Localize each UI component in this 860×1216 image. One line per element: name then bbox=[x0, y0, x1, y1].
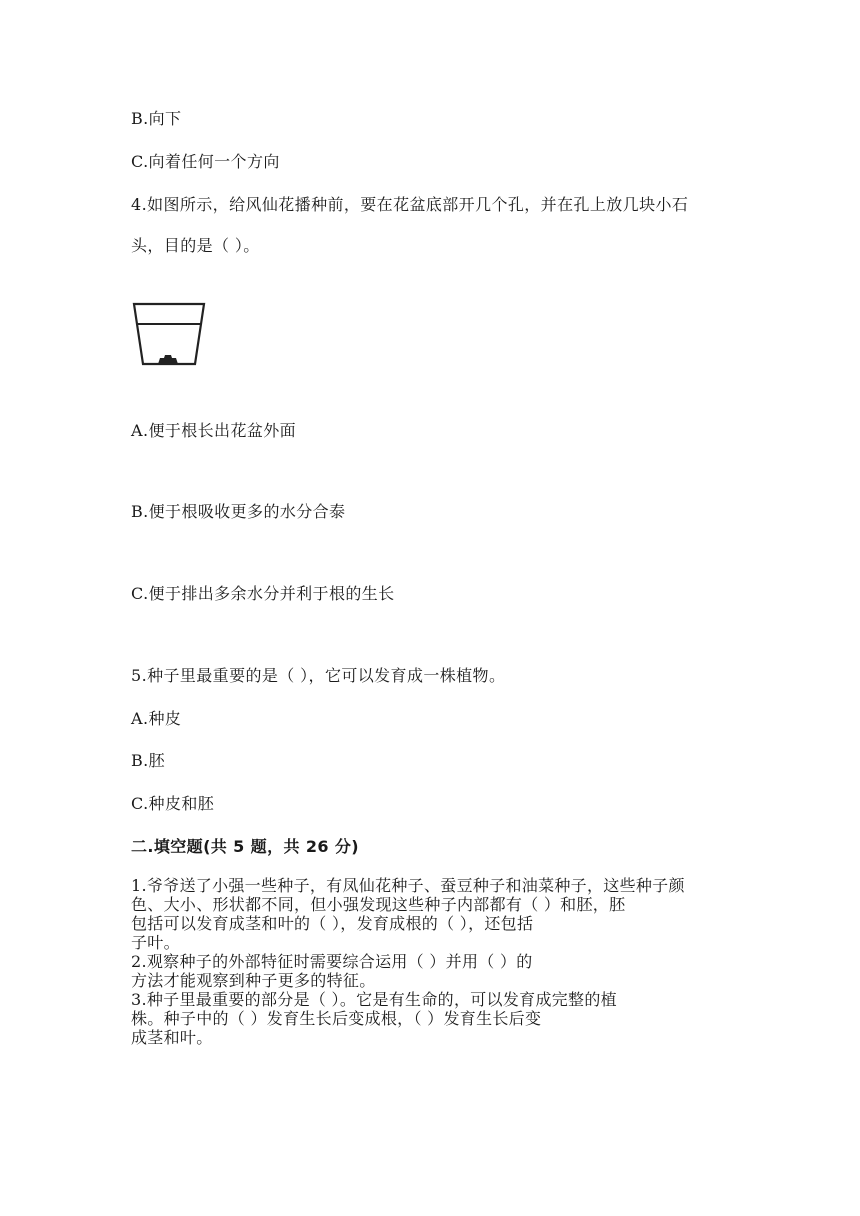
question-5-option-a: A.种皮 bbox=[131, 709, 182, 728]
fill-q3-line-3: 成茎和叶。 bbox=[131, 1028, 213, 1047]
fill-q3-line-1: 3.种子里最重要的部分是（ ）。它是有生命的，可以发育成完整的植 bbox=[131, 990, 617, 1009]
question-4-option-a: A.便于根长出花盆外面 bbox=[131, 421, 297, 440]
question-4-option-b: B.便于根吸收更多的水分合泰 bbox=[131, 502, 346, 521]
fill-q1-line-1: 1.爷爷送了小强一些种子，有凤仙花种子、蚕豆种子和油菜种子，这些种子颜 bbox=[131, 876, 685, 895]
section-2-heading: 二.填空题(共 5 题，共 26 分) bbox=[131, 837, 359, 856]
fill-q1-line-3: 包括可以发育成茎和叶的（ ），发育成根的（ ），还包括 bbox=[131, 914, 534, 933]
fill-question-1 bbox=[131, 876, 731, 1047]
question-5-option-b: B.胚 bbox=[131, 751, 166, 770]
question-5-stem: 5.种子里最重要的是（ ），它可以发育成一株植物。 bbox=[131, 666, 506, 685]
question-3-option-b: B.向下 bbox=[131, 109, 182, 128]
fill-q1-line-4: 子叶。 bbox=[131, 933, 180, 952]
fill-q2-line-2: 方法才能观察到种子更多的特征。 bbox=[131, 971, 376, 990]
fill-q2-line-1: 2.观察种子的外部特征时需要综合运用（ ）并用（ ）的 bbox=[131, 952, 533, 971]
question-3-option-c: C.向着任何一个方向 bbox=[131, 152, 280, 171]
question-4-option-c: C.便于排出多余水分并利于根的生长 bbox=[131, 584, 395, 603]
flower-pot-icon bbox=[131, 300, 207, 366]
fill-q3-line-2: 株。种子中的（ ）发育生长后变成根，（ ）发育生长后变 bbox=[131, 1009, 542, 1028]
question-4-stem-line-1: 4.如图所示，给风仙花播种前，要在花盆底部开几个孔，并在孔上放几块小石 bbox=[131, 195, 689, 214]
question-4-stem-line-2: 头，目的是（ ）。 bbox=[131, 236, 260, 255]
fill-q1-line-2: 色、大小、形状都不同，但小强发现这些种子内部都有（ ）和胚，胚 bbox=[131, 895, 626, 914]
question-5-option-c: C.种皮和胚 bbox=[131, 794, 215, 813]
